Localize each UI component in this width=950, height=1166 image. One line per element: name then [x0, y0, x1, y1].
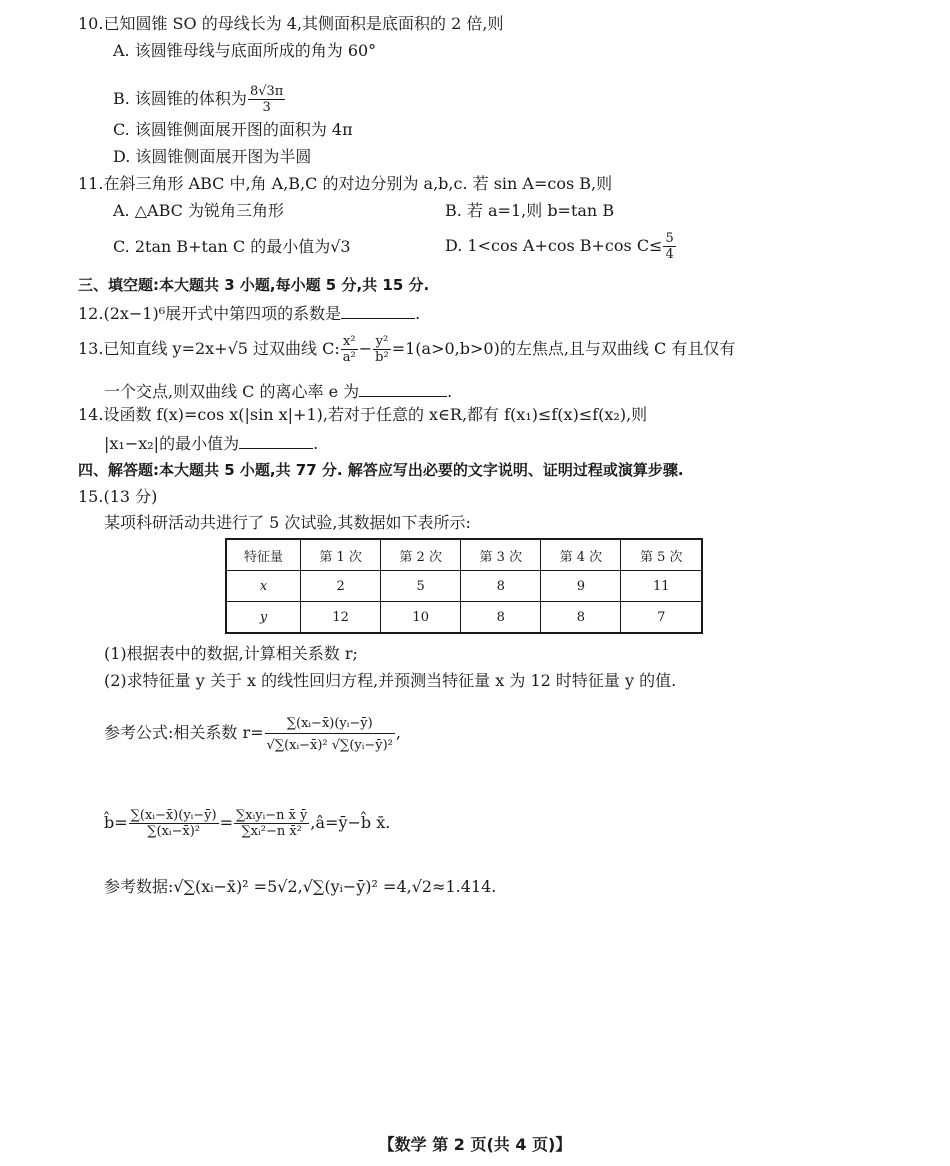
- table-header-cell: 第 5 次: [621, 539, 702, 571]
- q13-y-num: y²: [373, 334, 391, 350]
- q12-end: .: [415, 304, 421, 323]
- table-cell: 5: [381, 571, 461, 602]
- q10-b-num: 8√3π: [249, 84, 284, 99]
- formula-b-fraction-1: [129, 808, 219, 839]
- q11-d-num: 5: [665, 231, 674, 246]
- q12: [78, 302, 420, 324]
- section-3-heading: 三、填空题:本大题共 3 小题,每小题 5 分,共 15 分.: [78, 276, 430, 294]
- table-cell: 8: [461, 571, 541, 602]
- q11-stem: 11.在斜三角形 ABC 中,角 A,B,C 的对边分别为 a,b,c. 若 sin A=cos B,则: [78, 174, 613, 193]
- formula-r-num: ∑(xᵢ−x̄)(yᵢ−ȳ): [265, 714, 395, 734]
- q13-line2-text: 一个交点,则双曲线 C 的离心率 e 为: [104, 382, 360, 401]
- q11-option-d: [445, 231, 677, 262]
- q10-option-b-fraction: [248, 84, 285, 115]
- reference-data: [104, 877, 496, 897]
- q13-line1: [78, 334, 735, 365]
- q10-b-den: 3: [262, 100, 271, 115]
- reference-data-3: ,√2≈1.414.: [406, 877, 497, 896]
- q10-option-d: D. 该圆锥侧面展开图为半圆: [113, 147, 312, 166]
- q13-minus: −: [358, 339, 373, 358]
- formula-b-num2: ∑xᵢyᵢ−n x̄ ȳ: [236, 808, 308, 823]
- table-cell: 2: [301, 571, 381, 602]
- formula-r-label: 参考公式:相关系数 r=: [104, 723, 264, 742]
- table-cell: 8: [541, 602, 621, 634]
- q12-answer-blank[interactable]: [341, 302, 415, 319]
- table-header-cell: 特征量: [226, 539, 301, 571]
- q13-x-den: a²: [342, 350, 356, 365]
- q13-post: =1(a>0,b>0)的左焦点,且与双曲线 C 有且仅有: [391, 339, 736, 358]
- formula-b-den2: ∑xᵢ²−n x̄²: [241, 824, 302, 839]
- q15-part1: (1)根据表中的数据,计算相关系数 r;: [104, 644, 358, 663]
- q11-option-b: B. 若 a=1,则 b=tan B: [445, 201, 615, 220]
- table-cell: 9: [541, 571, 621, 602]
- reference-data-1: √∑(xᵢ−x̄)² =5√2: [173, 877, 298, 896]
- q13-x-fraction: [341, 334, 358, 365]
- table-row-x: [226, 571, 702, 602]
- table-row-y: [226, 602, 702, 634]
- data-table: [225, 538, 703, 634]
- table-cell: y: [226, 602, 301, 634]
- q15-head: 15.(13 分): [78, 487, 158, 506]
- formula-r-fraction: [265, 714, 395, 753]
- formula-a-hat: ,â=ȳ−b̂ x̄.: [310, 813, 391, 832]
- q11-option-d-fraction: [663, 231, 675, 262]
- table-cell: 8: [461, 602, 541, 634]
- section-4-heading: 四、解答题:本大题共 5 小题,共 77 分. 解答应写出必要的文字说明、证明过程或演算步骤.: [78, 461, 684, 479]
- q14-line1: 14.设函数 f(x)=cos x(|sin x|+1),若对于任意的 x∈R,都有 f(x₁)≤f(x)≤f(x₂),则: [78, 405, 648, 424]
- q11-d-den: 4: [665, 247, 674, 262]
- table-cell: 10: [381, 602, 461, 634]
- table-header-cell: 第 3 次: [461, 539, 541, 571]
- table-header-row: [226, 539, 702, 571]
- table-cell: 7: [621, 602, 702, 634]
- formula-b: [104, 808, 390, 839]
- q13-x-num: x²: [341, 334, 358, 350]
- q15-intro: 某项科研活动共进行了 5 次试验,其数据如下表所示:: [104, 513, 471, 532]
- q13-pre: 13.已知直线 y=2x+√5 过双曲线 C:: [78, 339, 340, 358]
- reference-data-label: 参考数据:: [104, 877, 174, 896]
- page-footer: 【数学 第 2 页(共 4 页)】: [378, 1135, 572, 1154]
- q13-y-den: b²: [375, 350, 389, 365]
- q10-option-b-prefix: B. 该圆锥的体积为: [113, 89, 247, 108]
- q11-option-d-prefix: D. 1<cos A+cos B+cos C≤: [445, 236, 663, 255]
- q14-line2: [104, 432, 318, 454]
- q10-option-b: [113, 84, 286, 115]
- table-header-cell: 第 2 次: [381, 539, 461, 571]
- formula-r-comma: ,: [395, 723, 401, 742]
- q13-y-fraction: [373, 334, 391, 365]
- q13-end: .: [447, 382, 453, 401]
- q14-answer-blank[interactable]: [239, 432, 313, 449]
- q14-end: .: [313, 434, 319, 453]
- q10-option-c: C. 该圆锥侧面展开图的面积为 4π: [113, 120, 353, 139]
- formula-b-label: b̂=: [104, 813, 128, 832]
- formula-b-eq: =: [219, 813, 233, 832]
- formula-b-fraction-2: [234, 808, 309, 839]
- formula-b-den1: ∑(xᵢ−x̄)²: [147, 824, 201, 839]
- q14-line2-text: |x₁−x₂|的最小值为: [104, 434, 240, 453]
- formula-r-den: √∑(xᵢ−x̄)² √∑(yᵢ−ȳ)²: [266, 738, 393, 753]
- q11-option-c: C. 2tan B+tan C 的最小值为√3: [113, 237, 351, 256]
- formula-r: [104, 714, 401, 753]
- reference-data-2: ,√∑(yᵢ−ȳ)² =4: [297, 877, 407, 896]
- table-header-cell: 第 4 次: [541, 539, 621, 571]
- q15-part2: (2)求特征量 y 关于 x 的线性回归方程,并预测当特征量 x 为 12 时特征量 y 的值.: [104, 671, 677, 690]
- table-cell: 12: [301, 602, 381, 634]
- table-cell: 11: [621, 571, 702, 602]
- q11-option-a: A. △ABC 为锐角三角形: [113, 201, 284, 220]
- table-cell: x: [226, 571, 301, 602]
- formula-b-num1: ∑(xᵢ−x̄)(yᵢ−ȳ): [130, 808, 217, 823]
- q12-text: 12.(2x−1)⁶展开式中第四项的系数是: [78, 304, 342, 323]
- q10-option-a: A. 该圆锥母线与底面所成的角为 60°: [113, 41, 377, 60]
- q10-stem: 10.已知圆锥 SO 的母线长为 4,其侧面积是底面积的 2 倍,则: [78, 14, 504, 33]
- q13-answer-blank[interactable]: [359, 380, 447, 397]
- table-header-cell: 第 1 次: [301, 539, 381, 571]
- q13-line2: [104, 380, 452, 402]
